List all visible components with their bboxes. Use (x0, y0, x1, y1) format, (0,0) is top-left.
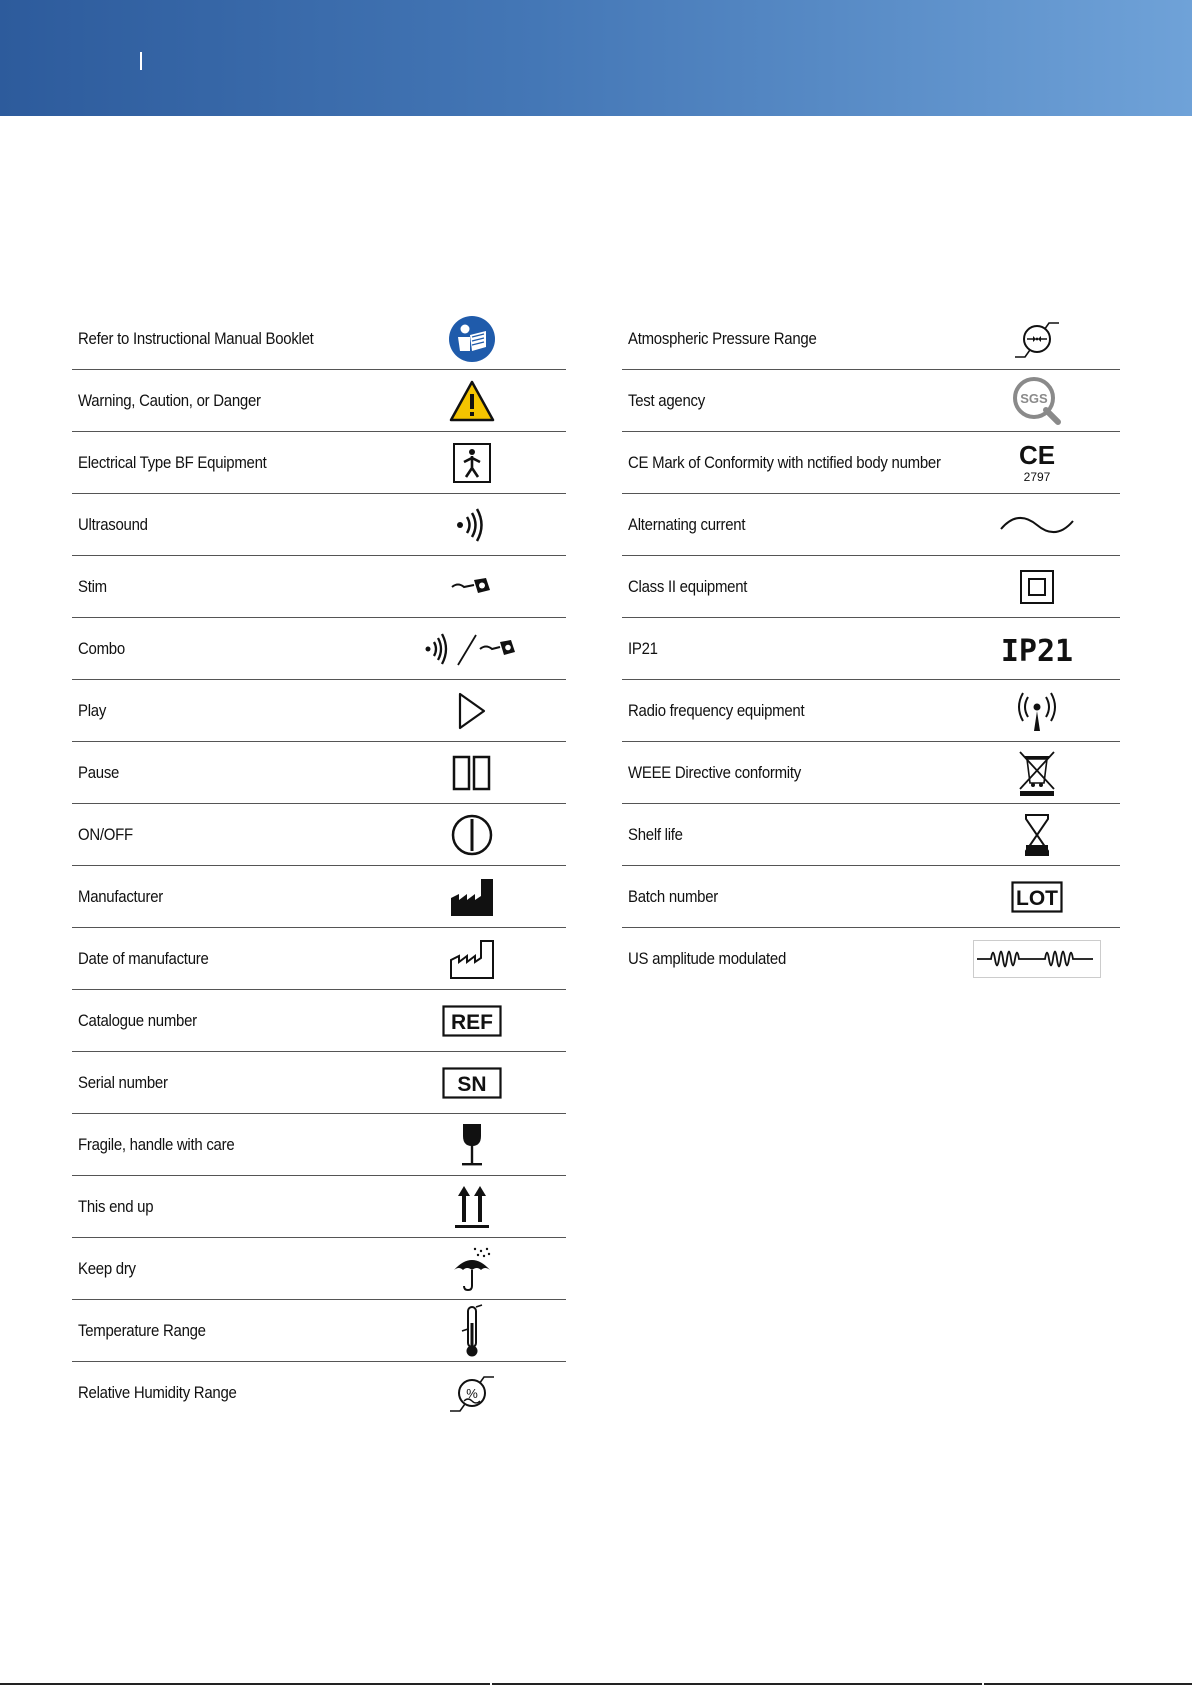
instruction-manual-icon (448, 315, 496, 363)
ip21-text: IP21 (1000, 634, 1074, 667)
symbol-row (72, 1052, 566, 1114)
symbols-table-right (622, 308, 1120, 990)
ip21-icon (999, 631, 1075, 667)
symbol-row (72, 742, 566, 804)
combo-icon (424, 629, 520, 669)
hourglass-icon (1023, 813, 1051, 857)
symbol-label: WEEE Directive conformity (628, 763, 801, 782)
symbol-label: Combo (78, 639, 125, 658)
fragile-icon (458, 1122, 486, 1168)
symbol-row (72, 618, 566, 680)
sn-text: SN (457, 1073, 487, 1096)
ref-text: REF (451, 1011, 493, 1034)
symbol-row (72, 1238, 566, 1300)
symbol-row (622, 680, 1120, 742)
symbol-row (72, 370, 566, 432)
weee-bin-icon (1017, 749, 1057, 797)
symbol-label: Play (78, 701, 107, 720)
ref-icon (442, 1005, 502, 1037)
sgs-text: SGS (1020, 391, 1048, 406)
symbol-label: Fragile, handle with care (78, 1135, 235, 1154)
symbol-row (72, 432, 566, 494)
symbol-label: Manufacturer (78, 887, 163, 906)
symbol-row (72, 928, 566, 990)
symbol-row (72, 866, 566, 928)
symbol-label: Atmospheric Pressure Range (628, 329, 817, 348)
symbol-label: CE Mark of Conformity with nctified body number (628, 453, 941, 472)
symbol-label: This end up (78, 1197, 154, 1216)
notified-body-number: 2797 (1023, 470, 1051, 484)
am-waveform-icon (973, 940, 1101, 978)
symbol-label: Batch number (628, 887, 718, 906)
symbol-label: US amplitude modulated (628, 949, 787, 968)
symbol-row (72, 494, 566, 556)
symbol-row (622, 494, 1120, 556)
symbol-label: Stim (78, 577, 107, 596)
symbol-label: Keep dry (78, 1259, 136, 1278)
ce-text: CE (1018, 440, 1056, 470)
ce-mark-icon (1015, 440, 1059, 486)
symbol-row (622, 742, 1120, 804)
symbol-row (72, 990, 566, 1052)
symbol-row (72, 1114, 566, 1176)
symbol-row (622, 618, 1120, 680)
radio-frequency-icon (1014, 689, 1060, 733)
keep-dry-icon (451, 1246, 493, 1292)
class-ii-icon (1019, 569, 1055, 605)
symbol-row (72, 1300, 566, 1362)
power-icon[interactable] (450, 813, 494, 857)
symbol-label: Date of manufacture (78, 949, 209, 968)
symbol-row (72, 1362, 566, 1424)
thermometer-icon (459, 1303, 485, 1359)
symbol-row (72, 308, 566, 370)
symbol-label: Warning, Caution, or Danger (78, 391, 261, 410)
symbol-row (622, 370, 1120, 432)
symbol-label: Pause (78, 763, 120, 782)
type-bf-icon (452, 442, 492, 484)
pressure-icon (1013, 317, 1061, 361)
symbol-label: Ultrasound (78, 515, 148, 534)
warning-icon (449, 380, 495, 422)
symbol-label: Class II equipment (628, 577, 748, 596)
symbol-row (622, 432, 1120, 494)
stim-icon (450, 574, 494, 600)
humidity-icon (448, 1371, 496, 1415)
symbol-row (622, 804, 1120, 866)
ac-icon (999, 511, 1075, 539)
symbols-table-left (72, 308, 566, 1424)
play-icon[interactable] (457, 691, 487, 731)
symbol-label: Electrical Type BF Equipment (78, 453, 267, 472)
symbol-label: Relative Humidity Range (78, 1383, 237, 1402)
symbol-label: Test agency (628, 391, 705, 410)
symbol-row (72, 804, 566, 866)
this-end-up-icon (453, 1184, 491, 1230)
symbol-label: IP21 (628, 639, 658, 658)
symbol-row (622, 928, 1120, 990)
symbol-label: Temperature Range (78, 1321, 206, 1340)
symbol-label: Serial number (78, 1073, 168, 1092)
symbol-row (72, 680, 566, 742)
symbol-row (622, 308, 1120, 370)
symbol-row (622, 556, 1120, 618)
lot-text: LOT (1016, 887, 1058, 910)
lot-icon (1011, 881, 1063, 913)
symbol-label: Radio frequency equipment (628, 701, 805, 720)
header-divider (140, 52, 142, 70)
symbol-row (72, 556, 566, 618)
symbol-label: Alternating current (628, 515, 746, 534)
symbol-row (622, 866, 1120, 928)
manufacturer-icon (449, 876, 495, 918)
sgs-icon (1012, 376, 1062, 426)
date-of-manufacture-icon (449, 938, 495, 980)
svg-text:%: % (466, 1386, 478, 1401)
symbol-label: ON/OFF (78, 825, 133, 844)
page-header-band (0, 0, 1192, 116)
sn-icon (442, 1067, 502, 1099)
symbol-label: Shelf life (628, 825, 683, 844)
symbol-label: Refer to Instructional Manual Booklet (78, 329, 314, 348)
symbol-label: Catalogue number (78, 1011, 197, 1030)
pause-icon[interactable] (452, 755, 492, 791)
symbol-row (72, 1176, 566, 1238)
ultrasound-icon (455, 505, 489, 545)
